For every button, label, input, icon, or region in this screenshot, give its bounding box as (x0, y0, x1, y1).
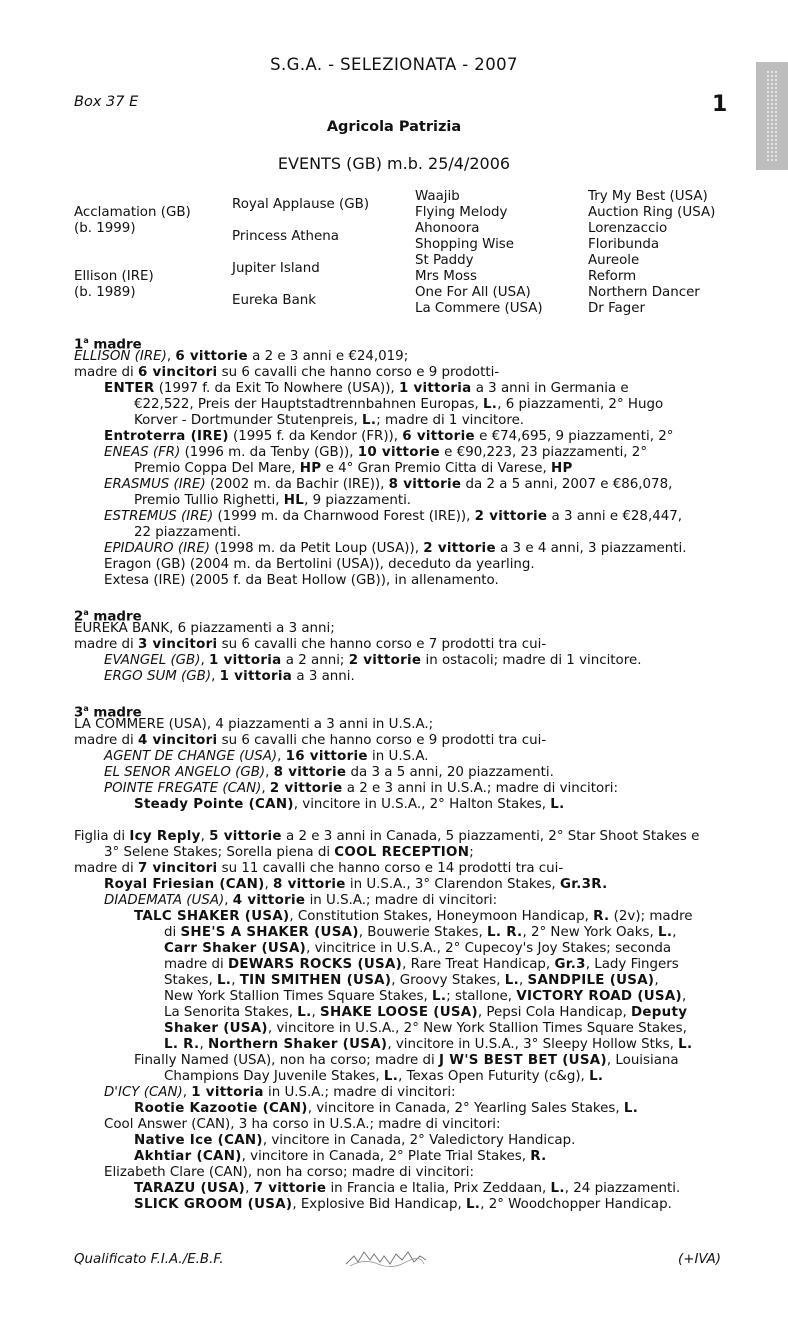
text-run: Eragon (GB) (2004 m. da Bertolini (USA)), deceduto da yearling. (104, 557, 535, 572)
ancestor: Aureole (588, 253, 640, 268)
bold-text: 2 vittorie (269, 781, 343, 796)
record-line (164, 1021, 687, 1037)
record-line (134, 493, 411, 509)
text-run: da 3 a 5 anni, 20 piazzamenti. (346, 765, 554, 780)
bold-text: L. (216, 973, 232, 988)
section-heading-3: 3$^a$ madre (74, 704, 142, 721)
bold-text: L. (550, 797, 565, 812)
bold-text: VICTORY ROAD (USA) (516, 989, 682, 1004)
bold-text: Akhtiar (CAN) (134, 1149, 242, 1164)
bold-text: Northern Shaker (USA) (207, 1037, 388, 1052)
record-line (134, 1133, 575, 1149)
section-heading-1: 1$^a$ madre (74, 336, 142, 353)
bold-text: 1 vittoria (219, 669, 293, 684)
text-run: a 3 e 4 anni, 3 piazzamenti. (495, 541, 687, 556)
text-run: , (519, 973, 528, 988)
text-run: da 2 a 5 anni, 2007 e €86,078, (461, 477, 673, 492)
pedigree-gs: Royal Applause (GB) (232, 197, 370, 212)
ancestor: Northern Dancer (588, 285, 700, 300)
record-line (134, 525, 241, 541)
bold-text: HL (283, 493, 305, 508)
bold-text: Shaker (USA) (164, 1021, 268, 1036)
bold-text: Royal Friesian (CAN) (104, 877, 265, 892)
record-line (74, 733, 546, 749)
bold-text: 8 vittorie (273, 765, 347, 780)
text-run: madre di (74, 637, 138, 652)
text-run: Cool Answer (CAN), 3 ha corso in U.S.A.; madre di vincitori: (104, 1117, 501, 1132)
ancestor: Auction Ring (USA) (588, 205, 716, 220)
ancestor: Try My Best (USA) (588, 189, 708, 204)
text-run: , 24 piazzamenti. (564, 1181, 681, 1196)
bold-text: Deputy (631, 1005, 688, 1020)
text-run: a 2 anni; (281, 653, 349, 668)
record-line (134, 1101, 638, 1117)
text-run: madre di (74, 861, 138, 876)
text-run: Stakes, (164, 973, 217, 988)
ancestor: Waajib (415, 189, 460, 204)
text-run: , (224, 893, 233, 908)
box-label: Box 37 E (74, 94, 139, 110)
text-run: (2v); madre (609, 909, 693, 924)
record-line (104, 445, 647, 461)
text-run: , vincitore in U.S.A., 2° New York Stallion Times Square Stakes, (267, 1021, 687, 1036)
text-run: , vincitrice in U.S.A., 2° Cupecoy's Joy Stakes; seconda (306, 941, 672, 956)
bold-text: L. (678, 1037, 693, 1052)
text-run: , vincitore in Canada, 2° Yearling Sales Stakes, (307, 1101, 624, 1116)
text-run: EUREKA BANK, 6 piazzamenti a 3 anni; (74, 621, 335, 636)
bold-text: SLICK GROOM (USA) (134, 1197, 293, 1212)
bold-text: 1 vittoria (191, 1085, 264, 1100)
bold-text: 2 vittorie (423, 541, 496, 556)
italic-name: ELLISON (IRE) (74, 349, 167, 364)
bold-text: 1 vittoria (398, 381, 472, 396)
footer-qualification: Qualificato F.I.A./E.B.F. (74, 1252, 224, 1267)
bold-text: 1 vittoria (208, 653, 282, 668)
text-run: a 2 e 3 anni e €24,019; (247, 349, 409, 364)
record-line (164, 1005, 687, 1021)
bold-text: L. (482, 397, 498, 412)
bold-text: L. (550, 1181, 565, 1196)
record-line (164, 925, 677, 941)
bold-text: Entroterra (IRE) (104, 429, 229, 444)
record-line (164, 941, 671, 957)
bold-text: Native Ice (CAN) (134, 1133, 263, 1148)
text-run: , (211, 669, 220, 684)
record-line (104, 509, 682, 525)
bold-text: 5 vittorie (209, 829, 282, 844)
text-run: a 2 e 3 anni in Canada, 5 piazzamenti, 2° Star Shoot Stakes e (281, 829, 700, 844)
text-run: , Explosive Bid Handicap, (292, 1197, 466, 1212)
record-line (134, 1181, 680, 1197)
italic-name: ESTREMUS (IRE) (104, 509, 214, 524)
text-run: , 2° Woodchopper Handicap. (480, 1197, 672, 1212)
text-run: in U.S.A. (367, 749, 429, 764)
text-run: ; stallone, (446, 989, 517, 1004)
text-run: , vincitore in Canada, 2° Plate Trial Stakes, (241, 1149, 531, 1164)
bold-text: L. (297, 1005, 312, 1020)
text-run: , (265, 765, 274, 780)
bold-text: Steady Pointe (CAN) (134, 797, 294, 812)
bold-text: 2 vittorie (348, 653, 422, 668)
record-line (164, 973, 659, 989)
text-run: La Senorita Stakes, (164, 1005, 298, 1020)
text-run: , 2° New York Oaks, (522, 925, 658, 940)
text-run: 3° Selene Stakes; Sorella piena di (104, 845, 335, 860)
bold-text: L. (504, 973, 520, 988)
horse-title: EVENTS (GB) m.b. 25/4/2006 (277, 154, 511, 173)
record-line (104, 765, 554, 781)
record-line (164, 989, 686, 1005)
bold-text: Gr.3R. (559, 877, 608, 892)
text-run: , (200, 653, 209, 668)
text-run: a 3 anni in Germania e (471, 381, 629, 396)
bold-text: TIN SMITHEN (USA) (239, 973, 392, 988)
italic-name: POINTE FREGATE (CAN) (104, 781, 262, 796)
text-run: LA COMMERE (USA), 4 piazzamenti a 3 anni in U.S.A.; (74, 717, 434, 732)
text-run: in Francia e Italia, Prix Zeddaan, (326, 1181, 551, 1196)
record-line (104, 381, 629, 397)
text-run: , (245, 1181, 254, 1196)
record-line (74, 829, 699, 845)
text-run: , (231, 973, 240, 988)
bold-text: TARAZU (USA) (134, 1181, 246, 1196)
record-line (104, 1165, 474, 1181)
record-line (134, 1197, 672, 1213)
ancestor: La Commere (USA) (415, 301, 543, 316)
bold-text: 8 vittorie (388, 477, 462, 492)
bold-text: L. (465, 1197, 481, 1212)
record-line (104, 653, 641, 669)
record-line (74, 365, 499, 381)
record-line (164, 1037, 692, 1053)
record-line (104, 541, 686, 557)
text-run: su 6 cavalli che hanno corso e 9 prodotti- (217, 365, 500, 380)
text-run: , vincitore in Canada, 2° Valedictory Handicap. (262, 1133, 576, 1148)
text-run: , (681, 989, 687, 1004)
record-line (104, 845, 474, 861)
text-run: New York Stallion Times Square Stakes, (164, 989, 432, 1004)
italic-name: DIADEMATA (USA) (104, 893, 225, 908)
text-run: , (182, 1085, 192, 1100)
record-line (74, 621, 335, 637)
record-line (74, 861, 563, 877)
record-line (134, 397, 663, 413)
bold-text: L. (589, 1069, 604, 1084)
record-line (134, 909, 693, 925)
record-line (104, 1085, 456, 1101)
text-run: a 3 anni e €28,447, (547, 509, 683, 524)
record-line (164, 957, 679, 973)
text-run: Premio Tullio Righetti, (134, 493, 284, 508)
record-line (134, 413, 524, 429)
text-run: e €90,223, 23 piazzamenti, 2° (439, 445, 648, 460)
section-heading-2: 2$^a$ madre (74, 608, 142, 625)
text-run: , (277, 749, 286, 764)
text-run: in ostacoli; madre di 1 vincitore. (421, 653, 642, 668)
text-run: Korver - Dortmunder Stutenpreis, (134, 413, 362, 428)
record-line (104, 877, 607, 893)
record-line (134, 1053, 679, 1069)
bold-text: 7 vincitori (137, 861, 218, 876)
bold-text: SHAKE LOOSE (USA) (320, 1005, 478, 1020)
bold-text: Carr Shaker (USA) (164, 941, 307, 956)
record-line (134, 461, 573, 477)
ancestor: Shopping Wise (415, 237, 515, 252)
ancestor: Ahonoora (415, 221, 480, 236)
text-run: madre di (74, 365, 138, 380)
bold-text: 3 vincitori (137, 637, 218, 652)
text-run: , vincitore in U.S.A., 3° Sleepy Hollow Stks, (387, 1037, 679, 1052)
bold-text: SANDPILE (USA) (527, 973, 655, 988)
italic-name: EL SENOR ANGELO (GB) (104, 765, 266, 780)
bold-text: 7 vittorie (253, 1181, 327, 1196)
pedigree-gs: Eureka Bank (232, 293, 317, 308)
bold-text: J W'S BEST BET (USA) (439, 1053, 607, 1068)
text-run: (1995 f. da Kendor (FR)), (228, 429, 403, 444)
record-line (134, 1149, 547, 1165)
record-line (104, 477, 672, 493)
bold-text: SHE'S A SHAKER (USA) (180, 925, 359, 940)
text-run: di (164, 925, 181, 940)
bold-text: 2 vittorie (474, 509, 548, 524)
bold-text: HP (550, 461, 573, 476)
text-run: ; madre di 1 vincitore. (376, 413, 525, 428)
text-run: (1999 m. da Charnwood Forest (IRE)), (213, 509, 475, 524)
text-run: Figlia di (74, 829, 130, 844)
record-line (74, 637, 546, 653)
bold-text: L. (383, 1069, 399, 1084)
text-run: , (261, 781, 270, 796)
text-run: €22,522, Preis der Hauptstadtrennbahnen Europas, (134, 397, 483, 412)
bold-text: COOL RECEPTION (334, 845, 470, 860)
text-run: e €74,695, 9 piazzamenti, 2° (474, 429, 674, 444)
italic-name: ERGO SUM (GB) (104, 669, 212, 684)
bold-text: R. (530, 1149, 547, 1164)
ancestor: Flying Melody (415, 205, 508, 220)
record-line (104, 557, 535, 573)
text-run: , (672, 925, 677, 940)
pedigree-col4 (588, 189, 715, 317)
sire-year: (b. 1999) (74, 221, 136, 236)
text-run: e 4° Gran Premio Citta di Varese, (321, 461, 551, 476)
lot-number: 1 (712, 92, 728, 117)
record-line (104, 893, 497, 909)
text-run: a 3 anni. (292, 669, 355, 684)
record-line (104, 669, 355, 685)
text-run: in U.S.A.; madre di vincitori: (305, 893, 498, 908)
bold-text: 6 vincitori (137, 365, 218, 380)
italic-name: EVANGEL (GB) (104, 653, 201, 668)
bold-text: 6 vittorie (402, 429, 475, 444)
ancestor: Dr Fager (588, 301, 645, 316)
text-run: , Bouwerie Stakes, (358, 925, 488, 940)
text-run: Extesa (IRE) (2005 f. da Beat Hollow (GB)), in allenamento. (104, 573, 499, 588)
text-run: 22 piazzamenti. (134, 525, 241, 540)
text-run: , Lady Fingers (585, 957, 679, 972)
record-line (164, 1069, 603, 1085)
record-line (104, 749, 429, 765)
bold-text: Gr.3 (554, 957, 586, 972)
bold-text: 10 vittorie (357, 445, 440, 460)
text-run: Champions Day Juvenile Stakes, (164, 1069, 384, 1084)
bold-text: Icy Reply (129, 829, 201, 844)
bold-text: Rootie Kazootie (CAN) (134, 1101, 308, 1116)
ancestor: Mrs Moss (415, 269, 477, 284)
footer-vat: (+IVA) (678, 1252, 722, 1267)
text-run: (1996 m. da Tenby (GB)), (180, 445, 358, 460)
pedigree-col3 (415, 189, 543, 317)
text-run: (1997 f. da Exit To Nowhere (USA)), (154, 381, 399, 396)
bold-text: L. (658, 925, 673, 940)
text-run: , Constitution Stakes, Honeymoon Handicap, (289, 909, 594, 924)
text-run: Premio Coppa Del Mare, (134, 461, 300, 476)
text-run: su 6 cavalli che hanno corso e 7 prodotti tra cui- (217, 637, 547, 652)
bold-text: L. (361, 413, 377, 428)
text-run: Elizabeth Clare (CAN), non ha corso; madre di vincitori: (104, 1165, 475, 1180)
signature-logo (344, 1244, 428, 1272)
pedigree-dam (74, 269, 154, 301)
text-run: , Texas Open Futurity (c&g), (398, 1069, 590, 1084)
ancestor: Reform (588, 269, 637, 284)
text-run: , (166, 349, 176, 364)
bold-text: 6 vittorie (175, 349, 248, 364)
text-run: madre di (74, 733, 138, 748)
text-run: ; (469, 845, 474, 860)
record-line (104, 1117, 501, 1133)
italic-name: EPIDAURO (IRE) (104, 541, 211, 556)
italic-name: ERASMUS (IRE) (104, 477, 206, 492)
text-run: (2002 m. da Bachir (IRE)), (205, 477, 389, 492)
bold-text: 16 vittorie (285, 749, 368, 764)
text-run: , (199, 1037, 208, 1052)
record-line (74, 349, 408, 365)
ancestor: St Paddy (415, 253, 474, 268)
text-run: , vincitore in U.S.A., 2° Halton Stakes, (293, 797, 551, 812)
text-run: , (654, 973, 659, 988)
bold-text: L. (432, 989, 447, 1004)
text-run: , (311, 1005, 320, 1020)
bold-text: L. R. (487, 925, 523, 940)
bold-text: TALC SHAKER (USA) (134, 909, 290, 924)
text-run: su 11 cavalli che hanno corso e 14 prodotti tra cui- (217, 861, 564, 876)
bold-text: R. (593, 909, 610, 924)
ancestor: One For All (USA) (415, 285, 531, 300)
bold-text: 4 vittorie (232, 893, 306, 908)
pedigree-gs: Jupiter Island (232, 261, 320, 276)
dam-year: (b. 1989) (74, 285, 136, 300)
bold-text: L. R. (164, 1037, 200, 1052)
italic-name: ENEAS (FR) (104, 445, 181, 460)
bold-text: 4 vincitori (137, 733, 218, 748)
bold-text: DEWARS ROCKS (USA) (227, 957, 403, 972)
text-run: a 2 e 3 anni in U.S.A.; madre di vincitori: (342, 781, 618, 796)
pedigree-gs: Princess Athena (232, 229, 339, 244)
text-run: su 6 cavalli che hanno corso e 9 prodotti tra cui- (217, 733, 547, 748)
bold-text: HP (299, 461, 322, 476)
catalogue-title: S.G.A. - SELEZIONATA - 2007 (270, 55, 518, 74)
text-run: in U.S.A.; madre di vincitori: (263, 1085, 456, 1100)
text-run: madre di (164, 957, 228, 972)
bold-text: L. (623, 1101, 639, 1116)
ancestor: Floribunda (588, 237, 660, 252)
text-run: , Louisiana (606, 1053, 679, 1068)
text-run: , Rare Treat Handicap, (402, 957, 555, 972)
text-run: in U.S.A., 3° Clarendon Stakes, (345, 877, 560, 892)
record-line (104, 429, 673, 445)
text-run: Finally Named (USA), non ha corso; madre di (134, 1053, 439, 1068)
text-run: (1998 m. da Petit Loup (USA)), (210, 541, 424, 556)
record-line (74, 717, 433, 733)
text-run: , (264, 877, 274, 892)
bold-text: 8 vittorie (273, 877, 346, 892)
ancestor: Lorenzaccio (588, 221, 668, 236)
record-line (104, 781, 618, 797)
italic-name: AGENT DE CHANGE (USA) (104, 749, 278, 764)
text-run: , (200, 829, 210, 844)
text-run: , 6 piazzamenti, 2° Hugo (497, 397, 664, 412)
italic-name: D'ICY (CAN) (104, 1085, 183, 1100)
dam-name: Ellison (IRE) (74, 269, 154, 284)
record-line (134, 797, 564, 813)
breeder-name: Agricola Patrizia (326, 119, 462, 135)
bold-text: ENTER (104, 381, 155, 396)
sire-name: Acclamation (GB) (74, 205, 191, 220)
text-run: , 9 piazzamenti. (304, 493, 412, 508)
pedigree-sire (74, 205, 191, 237)
text-run: , Pepsi Cola Handicap, (477, 1005, 631, 1020)
text-run: , Groovy Stakes, (391, 973, 505, 988)
record-line (104, 573, 499, 589)
